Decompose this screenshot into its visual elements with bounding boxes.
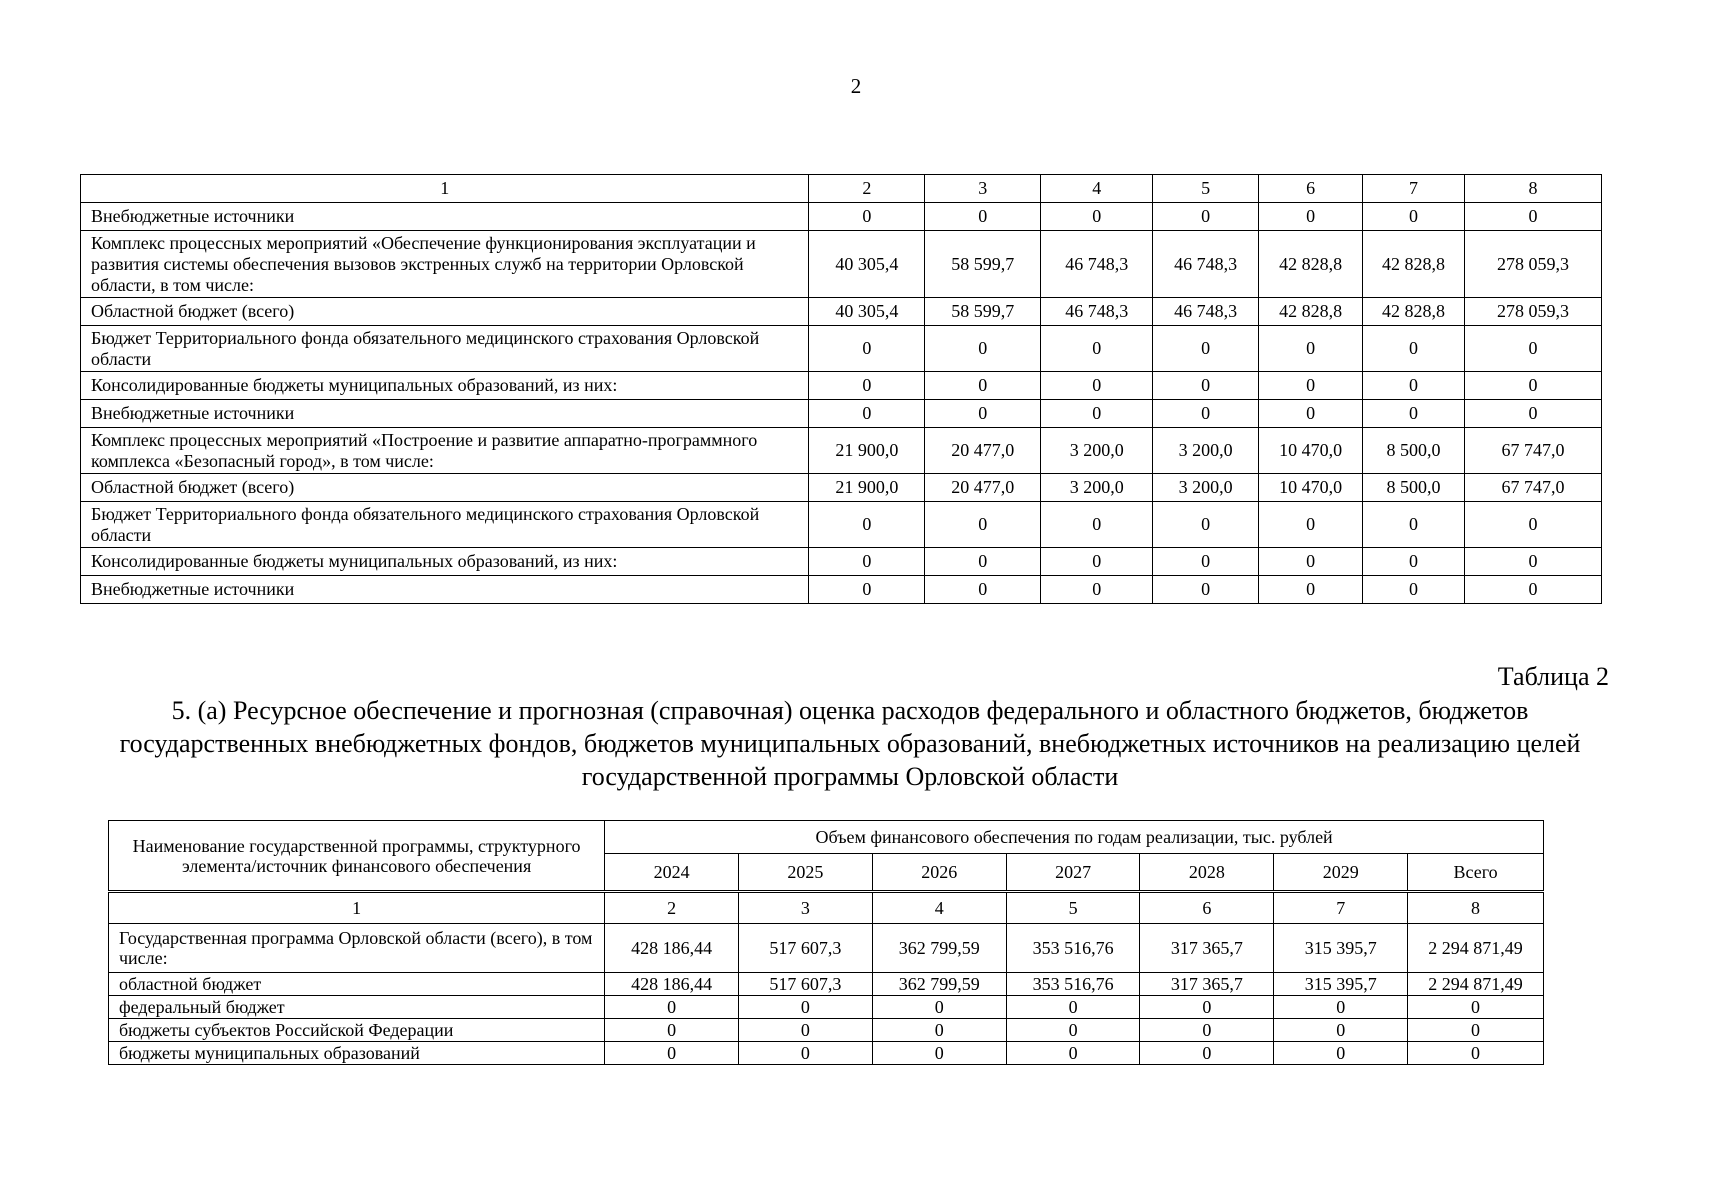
cell-value: 8 500,0: [1363, 428, 1465, 474]
cell-value: 0: [1363, 502, 1465, 548]
cell-value: 0: [1259, 400, 1363, 428]
cell-value: 8 500,0: [1363, 474, 1465, 502]
column-index: 1: [109, 892, 605, 924]
column-index: 8: [1408, 892, 1544, 924]
cell-value: 0: [1006, 1042, 1140, 1065]
cell-value: 0: [1153, 326, 1259, 372]
page-number: 2: [850, 74, 862, 98]
cell-value: 21 900,0: [809, 474, 925, 502]
cell-value: 20 477,0: [925, 474, 1041, 502]
row-label: Комплекс процессных мероприятий «Построение и развитие аппаратно-программного комплекса «Безопасный город», в том числе:: [81, 428, 809, 474]
cell-value: 0: [925, 326, 1041, 372]
row-label: Консолидированные бюджеты муниципальных образований, из них:: [81, 548, 809, 576]
cell-value: 0: [1041, 326, 1153, 372]
table-row: [81, 298, 1602, 326]
cell-value: 0: [605, 996, 739, 1019]
cell-value: 0: [1274, 996, 1408, 1019]
cell-value: 0: [739, 1019, 873, 1042]
row-label: Внебюджетные источники: [81, 400, 809, 428]
cell-value: 58 599,7: [925, 231, 1041, 298]
cell-value: 0: [925, 548, 1041, 576]
row-label: Комплекс процессных мероприятий «Обеспечение функционирования эксплуатации и развития системы обеспечения вызовов экстренных служб на территории Орловской области, в том числе:: [81, 231, 809, 298]
cell-value: 0: [1041, 502, 1153, 548]
name-column-header: Наименование государственной программы, структурного элемента/источник финансового обеспечения: [109, 821, 605, 892]
cell-value: 0: [1140, 1019, 1274, 1042]
cell-value: 0: [1041, 576, 1153, 604]
table-row: [81, 576, 1602, 604]
column-index: 4: [872, 892, 1006, 924]
column-index: 8: [1465, 175, 1602, 203]
cell-value: 0: [809, 326, 925, 372]
table-row: [109, 1019, 1544, 1042]
row-label: Бюджет Территориального фонда обязательного медицинского страхования Орловской области: [81, 326, 809, 372]
column-index: 2: [809, 175, 925, 203]
row-label: бюджеты муниципальных образований: [109, 1042, 605, 1065]
budget-table-continued: [80, 174, 1602, 604]
row-label: бюджеты субъектов Российской Федерации: [109, 1019, 605, 1042]
table-row: [81, 400, 1602, 428]
cell-value: 0: [1274, 1042, 1408, 1065]
cell-value: 0: [1153, 372, 1259, 400]
cell-value: 0: [1363, 548, 1465, 576]
row-label: Внебюджетные источники: [81, 203, 809, 231]
column-index: 6: [1140, 892, 1274, 924]
cell-value: 317 365,7: [1140, 924, 1274, 973]
cell-value: 0: [1274, 1019, 1408, 1042]
column-index: 6: [1259, 175, 1363, 203]
cell-value: 42 828,8: [1363, 231, 1465, 298]
cell-value: 0: [1363, 203, 1465, 231]
cell-value: 0: [1259, 326, 1363, 372]
year-header: 2027: [1006, 854, 1140, 892]
table-row: [109, 973, 1544, 996]
cell-value: 20 477,0: [925, 428, 1041, 474]
cell-value: 0: [1006, 1019, 1140, 1042]
cell-value: 0: [1408, 996, 1544, 1019]
cell-value: 0: [1140, 1042, 1274, 1065]
cell-value: 2 294 871,49: [1408, 924, 1544, 973]
cell-value: 315 395,7: [1274, 924, 1408, 973]
cell-value: 0: [1408, 1042, 1544, 1065]
column-index: 4: [1041, 175, 1153, 203]
cell-value: 0: [739, 996, 873, 1019]
column-index: 3: [739, 892, 873, 924]
year-header: 2026: [872, 854, 1006, 892]
cell-value: 3 200,0: [1153, 428, 1259, 474]
cell-value: 0: [1041, 400, 1153, 428]
table-row: [109, 1042, 1544, 1065]
cell-value: 0: [1041, 548, 1153, 576]
cell-value: 42 828,8: [1259, 231, 1363, 298]
cell-value: 278 059,3: [1465, 231, 1602, 298]
cell-value: 0: [1140, 996, 1274, 1019]
cell-value: 0: [1259, 548, 1363, 576]
cell-value: 0: [809, 203, 925, 231]
cell-value: 315 395,7: [1274, 973, 1408, 996]
index-row: [109, 892, 1544, 924]
cell-value: 0: [1153, 548, 1259, 576]
cell-value: 0: [1041, 203, 1153, 231]
cell-value: 0: [1465, 326, 1602, 372]
year-header: 2025: [739, 854, 873, 892]
table-row: [81, 203, 1602, 231]
cell-value: 40 305,4: [809, 231, 925, 298]
cell-value: 278 059,3: [1465, 298, 1602, 326]
cell-value: 21 900,0: [809, 428, 925, 474]
cell-value: 0: [1153, 400, 1259, 428]
cell-value: 353 516,76: [1006, 973, 1140, 996]
cell-value: 0: [1259, 203, 1363, 231]
cell-value: 0: [925, 372, 1041, 400]
cell-value: 362 799,59: [872, 924, 1006, 973]
cell-value: 0: [1006, 996, 1140, 1019]
cell-value: 362 799,59: [872, 973, 1006, 996]
section-title: 5. (а) Ресурсное обеспечение и прогнозная (справочная) оценка расходов федерального и областного бюджетов, бюджетов государственных внебюджетных фондов, бюджетов муниципальных образований, внебюджетных источников на реализацию целей государственной программы Орловской области: [119, 696, 1581, 791]
column-index: 2: [605, 892, 739, 924]
cell-value: 428 186,44: [605, 924, 739, 973]
table-row: [81, 231, 1602, 298]
cell-value: 46 748,3: [1041, 231, 1153, 298]
cell-value: 0: [1408, 1019, 1544, 1042]
cell-value: 517 607,3: [739, 973, 873, 996]
row-label: областной бюджет: [109, 973, 605, 996]
cell-value: 40 305,4: [809, 298, 925, 326]
cell-value: 0: [1363, 372, 1465, 400]
row-label: Внебюджетные источники: [81, 576, 809, 604]
cell-value: 67 747,0: [1465, 474, 1602, 502]
cell-value: 0: [925, 203, 1041, 231]
cell-value: 353 516,76: [1006, 924, 1140, 973]
column-index: 3: [925, 175, 1041, 203]
cell-value: 0: [809, 372, 925, 400]
cell-value: 0: [925, 576, 1041, 604]
cell-value: 58 599,7: [925, 298, 1041, 326]
cell-value: 0: [1465, 400, 1602, 428]
column-index: 7: [1274, 892, 1408, 924]
cell-value: 0: [1465, 576, 1602, 604]
cell-value: 0: [1259, 372, 1363, 400]
row-label: Консолидированные бюджеты муниципальных образований, из них:: [81, 372, 809, 400]
cell-value: 0: [1363, 326, 1465, 372]
year-header: 2029: [1274, 854, 1408, 892]
table-row: [81, 326, 1602, 372]
table-header-row: [81, 175, 1602, 203]
cell-value: 0: [872, 996, 1006, 1019]
column-index: 1: [81, 175, 809, 203]
cell-value: 0: [1465, 372, 1602, 400]
cell-value: 0: [1153, 502, 1259, 548]
row-label: Областной бюджет (всего): [81, 298, 809, 326]
cell-value: 0: [1363, 400, 1465, 428]
table-row: [81, 474, 1602, 502]
cell-value: 0: [605, 1042, 739, 1065]
cell-value: 517 607,3: [739, 924, 873, 973]
resource-table: [108, 820, 1544, 1065]
column-index: 5: [1153, 175, 1259, 203]
total-header: Всего: [1408, 854, 1544, 892]
cell-value: 0: [1259, 576, 1363, 604]
cell-value: 3 200,0: [1041, 428, 1153, 474]
cell-value: 46 748,3: [1153, 231, 1259, 298]
cell-value: 0: [809, 548, 925, 576]
year-header: 2028: [1140, 854, 1274, 892]
row-label: Областной бюджет (всего): [81, 474, 809, 502]
cell-value: 46 748,3: [1153, 298, 1259, 326]
cell-value: 428 186,44: [605, 973, 739, 996]
cell-value: 10 470,0: [1259, 474, 1363, 502]
table-row: [81, 502, 1602, 548]
cell-value: 42 828,8: [1363, 298, 1465, 326]
cell-value: 0: [872, 1019, 1006, 1042]
cell-value: 0: [739, 1042, 873, 1065]
table-row: [109, 924, 1544, 973]
cell-value: 0: [1363, 576, 1465, 604]
table-row: [81, 548, 1602, 576]
column-index: 7: [1363, 175, 1465, 203]
table-row: [81, 428, 1602, 474]
cell-value: 2 294 871,49: [1408, 973, 1544, 996]
table-label: Таблица 2: [1497, 662, 1609, 691]
table-row: [109, 996, 1544, 1019]
cell-value: 0: [1041, 372, 1153, 400]
cell-value: 0: [605, 1019, 739, 1042]
cell-value: 42 828,8: [1259, 298, 1363, 326]
table-row: [81, 372, 1602, 400]
cell-value: 0: [809, 576, 925, 604]
column-index: 5: [1006, 892, 1140, 924]
cell-value: 67 747,0: [1465, 428, 1602, 474]
row-label: федеральный бюджет: [109, 996, 605, 1019]
cell-value: 0: [809, 400, 925, 428]
cell-value: 0: [1153, 203, 1259, 231]
cell-value: 3 200,0: [1153, 474, 1259, 502]
cell-value: 46 748,3: [1041, 298, 1153, 326]
row-label: Государственная программа Орловской области (всего), в том числе:: [109, 924, 605, 973]
cell-value: 317 365,7: [1140, 973, 1274, 996]
row-label: Бюджет Территориального фонда обязательного медицинского страхования Орловской области: [81, 502, 809, 548]
year-header: 2024: [605, 854, 739, 892]
cell-value: 0: [1465, 548, 1602, 576]
cell-value: 0: [925, 502, 1041, 548]
cell-value: 0: [809, 502, 925, 548]
cell-value: 0: [1259, 502, 1363, 548]
cell-value: 0: [1153, 576, 1259, 604]
cell-value: 3 200,0: [1041, 474, 1153, 502]
years-group-header: Объем финансового обеспечения по годам реализации, тыс. рублей: [605, 821, 1544, 854]
cell-value: 0: [925, 400, 1041, 428]
cell-value: 0: [1465, 203, 1602, 231]
cell-value: 10 470,0: [1259, 428, 1363, 474]
cell-value: 0: [1465, 502, 1602, 548]
cell-value: 0: [872, 1042, 1006, 1065]
